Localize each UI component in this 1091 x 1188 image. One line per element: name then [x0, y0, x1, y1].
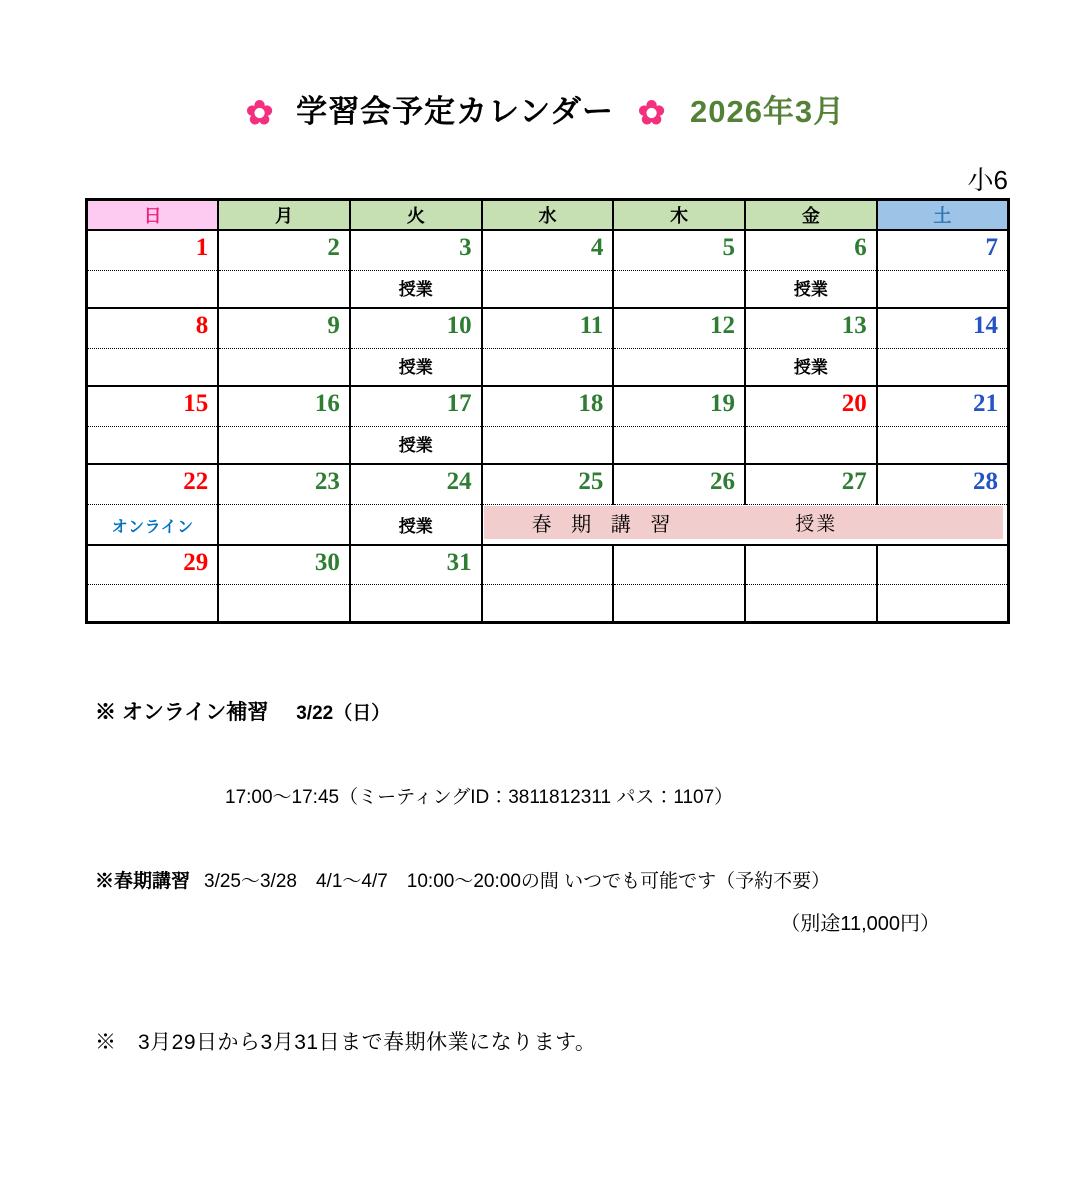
- spring-course-band: [484, 506, 1003, 539]
- date-cell: [613, 386, 745, 426]
- online-note-label: ※ オンライン補習: [95, 701, 269, 725]
- week2-date-row: [87, 308, 1009, 348]
- date-cell: [87, 545, 219, 585]
- spring-course-note: [95, 866, 1091, 893]
- week3-date-row: [87, 386, 1009, 426]
- header-friday: 金: [745, 199, 877, 230]
- date-cell: [613, 230, 745, 270]
- date-cell: [613, 464, 745, 504]
- date-number: 18: [578, 390, 604, 418]
- date-cell: [482, 545, 614, 585]
- spring-course-note-detail: 3/25～3/28 4/1～4/7 10:00～20:00の間 いつでも可能です（予約不要）: [204, 871, 831, 893]
- date-number: 4: [590, 234, 604, 262]
- week1-date-row: [87, 230, 1009, 270]
- event-cell-lesson: 授業: [350, 348, 482, 386]
- event-cell: [482, 348, 614, 386]
- flower-icon: ✿: [637, 94, 667, 131]
- calendar-section: [85, 166, 1010, 624]
- date-number: 12: [710, 312, 736, 340]
- event-cell: [877, 426, 1009, 464]
- spring-course-note-label: ※春期講習: [95, 871, 191, 893]
- event-cell: [350, 585, 482, 623]
- date-number: 5: [722, 234, 736, 262]
- date-number: 29: [183, 548, 209, 576]
- date-number: 14: [973, 312, 998, 340]
- calendar-table: [85, 198, 1010, 625]
- date-cell: [482, 308, 614, 348]
- date-cell: [613, 545, 745, 585]
- spring-course-label: 春 期 講 習: [531, 513, 678, 536]
- event-cell: [87, 426, 219, 464]
- date-cell: [87, 230, 219, 270]
- date-cell: [482, 230, 614, 270]
- date-cell: [745, 230, 877, 270]
- event-cell: [613, 348, 745, 386]
- event-cell: [613, 426, 745, 464]
- date-number: 30: [314, 548, 340, 576]
- date-cell: [877, 230, 1009, 270]
- week4-event-row: [87, 504, 1009, 545]
- date-cell: [745, 545, 877, 585]
- date-cell: [218, 308, 350, 348]
- date-number: 17: [446, 390, 472, 418]
- header-tuesday: 火: [350, 199, 482, 230]
- date-number: 25: [578, 468, 604, 496]
- date-cell: [350, 545, 482, 585]
- spring-course-lesson-label: 授業: [795, 513, 838, 535]
- date-cell: [745, 386, 877, 426]
- header-monday: 月: [218, 199, 350, 230]
- week5-event-row: [87, 585, 1009, 623]
- week4-date-row: [87, 464, 1009, 504]
- date-number: 21: [973, 390, 998, 418]
- event-cell: [482, 426, 614, 464]
- header-thursday: 木: [613, 199, 745, 230]
- online-note-detail: 17:00～17:45（ミーティングID：3811812311 パス：1107）: [225, 787, 734, 809]
- date-number: 26: [710, 468, 736, 496]
- online-note-date: 3/22（日）: [296, 703, 391, 725]
- event-cell: [87, 348, 219, 386]
- page-title: [0, 0, 1091, 132]
- date-number: 7: [985, 234, 998, 262]
- date-number: 11: [579, 312, 604, 340]
- date-cell: [218, 545, 350, 585]
- spring-course-fee: （別途11,000円）: [780, 913, 940, 936]
- event-cell-lesson: 授業: [350, 504, 482, 545]
- date-cell: [87, 308, 219, 348]
- date-number: 8: [195, 312, 209, 340]
- event-cell: [482, 585, 614, 623]
- event-cell: [87, 585, 219, 623]
- date-cell: [218, 464, 350, 504]
- date-number: 2: [327, 234, 340, 262]
- date-number: 31: [446, 548, 472, 576]
- title-month: 2026年3月: [689, 94, 846, 129]
- header-sunday: 日: [87, 199, 219, 230]
- online-note-heading: [95, 696, 1091, 726]
- event-cell: [745, 426, 877, 464]
- date-cell: [613, 308, 745, 348]
- date-cell: [350, 230, 482, 270]
- date-cell: [350, 308, 482, 348]
- date-cell: [745, 308, 877, 348]
- title-text: 学習会予定カレンダー: [296, 94, 615, 129]
- event-cell-lesson: 授業: [745, 348, 877, 386]
- date-number: 3: [459, 234, 472, 262]
- event-cell: [218, 348, 350, 386]
- date-number: 16: [314, 390, 340, 418]
- event-cell: [218, 585, 350, 623]
- date-number: 20: [841, 390, 867, 418]
- date-number: 23: [314, 468, 340, 496]
- date-number: 19: [710, 390, 736, 418]
- event-cell-lesson: 授業: [350, 426, 482, 464]
- date-number: 10: [446, 312, 472, 340]
- date-cell: [877, 386, 1009, 426]
- event-cell: [218, 426, 350, 464]
- date-cell: [877, 464, 1009, 504]
- event-cell: [218, 270, 350, 308]
- closure-note: ※ 3月29日から3月31日まで春期休業になります。: [95, 1031, 597, 1055]
- event-cell: [482, 270, 614, 308]
- date-number: 27: [841, 468, 867, 496]
- date-cell: [218, 230, 350, 270]
- date-number: 13: [841, 312, 867, 340]
- date-number: 28: [973, 468, 998, 496]
- event-cell: [877, 270, 1009, 308]
- date-number: 1: [195, 234, 209, 262]
- date-number: 22: [183, 468, 209, 496]
- date-number: 24: [446, 468, 472, 496]
- event-cell-lesson: 授業: [350, 270, 482, 308]
- event-cell-lesson: 授業: [745, 270, 877, 308]
- header-saturday: 土: [877, 199, 1009, 230]
- date-number: 9: [327, 312, 340, 340]
- weekday-header-row: [87, 199, 1009, 230]
- header-wednesday: 水: [482, 199, 614, 230]
- date-cell: [877, 545, 1009, 585]
- date-number: 15: [183, 390, 209, 418]
- date-cell: [482, 464, 614, 504]
- week2-event-row: [87, 348, 1009, 386]
- grade-label: 小6: [967, 165, 1008, 195]
- event-cell: [218, 504, 350, 545]
- event-cell: [877, 348, 1009, 386]
- date-cell: [350, 386, 482, 426]
- date-number: 6: [854, 234, 867, 262]
- date-cell: [218, 386, 350, 426]
- flower-icon: ✿: [245, 94, 275, 131]
- event-cell: [877, 585, 1009, 623]
- event-cell: [87, 270, 219, 308]
- date-cell: [87, 386, 219, 426]
- event-cell: [613, 270, 745, 308]
- date-cell: [350, 464, 482, 504]
- event-cell: [745, 585, 877, 623]
- date-cell: [745, 464, 877, 504]
- date-cell: [877, 308, 1009, 348]
- week1-event-row: [87, 270, 1009, 308]
- spring-course-band-cell: [482, 504, 1009, 545]
- notes-section: [95, 696, 1091, 1056]
- event-cell: [613, 585, 745, 623]
- date-cell: [482, 386, 614, 426]
- week5-date-row: [87, 545, 1009, 585]
- week3-event-row: [87, 426, 1009, 464]
- date-cell: [87, 464, 219, 504]
- online-event-cell: オンライン: [87, 504, 219, 545]
